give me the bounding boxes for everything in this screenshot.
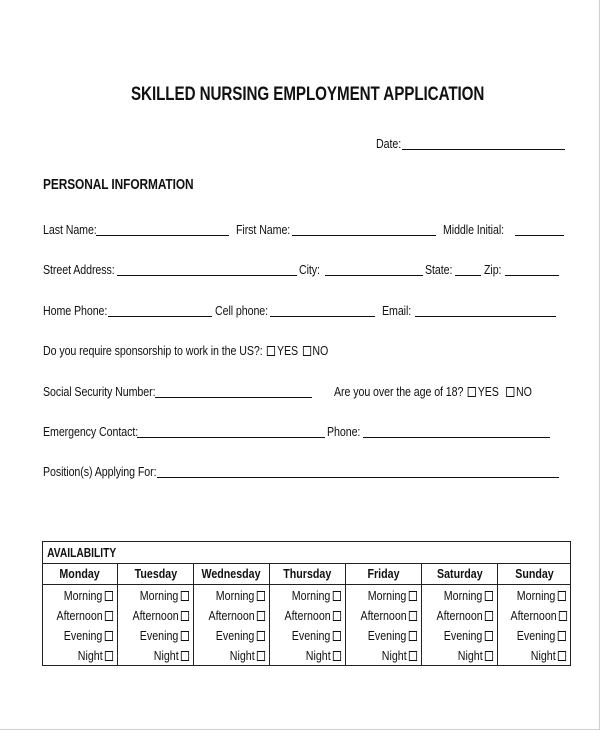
slot-option [368, 588, 417, 603]
slot-cell-content [346, 608, 421, 623]
slot-label: Night [530, 647, 556, 663]
slot-cell-wednesday-night [194, 645, 270, 666]
slot-cell-content [346, 648, 421, 663]
cell-phone-label: Cell phone: [215, 303, 269, 318]
slot-option [292, 628, 341, 643]
slot-label: Evening [367, 627, 407, 643]
slot-cell-monday-afternoon [43, 605, 118, 625]
slot-cell-content [270, 628, 345, 643]
slot-option [457, 648, 493, 663]
slot-cell-content [498, 608, 570, 623]
slot-cell-content [270, 608, 345, 623]
slot-cell-content [43, 648, 117, 663]
slot-cell-thursday-night [270, 645, 346, 666]
slot-checkbox[interactable] [485, 631, 493, 641]
slot-option [56, 608, 113, 623]
slot-cell-sunday-afternoon [498, 605, 571, 625]
availability-title: AVAILABILITY [47, 545, 117, 560]
ssn-field[interactable] [155, 397, 312, 398]
slot-cell-content [422, 588, 497, 603]
slot-label: Evening [215, 627, 255, 643]
slot-cell-content [346, 588, 421, 603]
day-header-label: Saturday [436, 566, 483, 581]
slot-cell-content [498, 628, 570, 643]
slot-label: Afternoon [510, 607, 557, 623]
slot-cell-content [43, 628, 117, 643]
slot-checkbox[interactable] [559, 611, 567, 621]
slot-label: Evening [291, 627, 331, 643]
day-header-label: Monday [59, 566, 101, 581]
slot-option [140, 588, 189, 603]
slot-cell-wednesday-morning [194, 585, 270, 606]
street-address-field[interactable] [117, 275, 297, 276]
form-title: SKILLED NURSING EMPLOYMENT APPLICATION [131, 84, 485, 105]
slot-cell-content [118, 588, 193, 603]
availability-table [42, 541, 571, 666]
positions-label: Position(s) Applying For: [43, 464, 157, 479]
email-field[interactable] [415, 316, 556, 317]
last-name-label: Last Name: [43, 222, 97, 237]
age-yes-checkbox[interactable] [468, 387, 476, 397]
slot-cell-thursday-evening [270, 625, 346, 645]
slot-label: Afternoon [360, 607, 407, 623]
slot-option [368, 628, 417, 643]
slot-checkbox[interactable] [558, 591, 566, 601]
slot-option [292, 588, 341, 603]
slot-cell-content [270, 648, 345, 663]
date-field[interactable] [402, 149, 565, 150]
slot-option [153, 648, 189, 663]
slot-checkbox[interactable] [181, 651, 189, 661]
age-no-label: NO [516, 384, 532, 399]
slot-cell-thursday-morning [270, 585, 346, 606]
day-header-label: Friday [367, 566, 400, 581]
state-label: State: [425, 262, 453, 277]
slot-label: Evening [443, 627, 483, 643]
slot-cell-content [118, 608, 193, 623]
slot-cell-saturday-night [422, 645, 498, 666]
slot-label: Night [381, 647, 407, 663]
email-label: Email: [382, 303, 412, 318]
slot-label: Night [305, 647, 331, 663]
slot-checkbox[interactable] [333, 631, 341, 641]
slot-cell-content [43, 608, 117, 623]
slot-label: Evening [139, 627, 179, 643]
first-name-label: First Name: [236, 222, 291, 237]
slot-label: Afternoon [284, 607, 331, 623]
phone-label: Phone: [327, 424, 361, 439]
slot-label: Afternoon [208, 607, 255, 623]
day-header-label: Sunday [514, 566, 554, 581]
slot-row-evening [43, 625, 571, 645]
slot-cell-content [43, 588, 117, 603]
day-header-wednesday [194, 564, 270, 585]
city-field[interactable] [325, 275, 423, 276]
emergency-contact-label: Emergency Contact: [43, 424, 139, 439]
slot-option [216, 628, 265, 643]
slot-cell-saturday-morning [422, 585, 498, 606]
slot-cell-content [194, 648, 269, 663]
day-header-label: Wednesday [201, 566, 262, 581]
slot-label: Morning [291, 587, 331, 603]
first-name-field[interactable] [292, 235, 436, 236]
slot-cell-content [498, 648, 570, 663]
sponsorship-no-checkbox[interactable] [303, 346, 311, 356]
slot-label: Night [77, 647, 103, 663]
day-header-label: Thursday [283, 566, 332, 581]
slot-checkbox[interactable] [485, 611, 493, 621]
ssn-label: Social Security Number: [43, 384, 156, 399]
slot-checkbox[interactable] [181, 611, 189, 621]
slot-option [229, 648, 265, 663]
home-phone-field[interactable] [108, 316, 212, 317]
slot-option [510, 608, 567, 623]
slot-option [132, 608, 189, 623]
slot-option [77, 648, 113, 663]
slot-cell-content [118, 628, 193, 643]
slot-option [64, 628, 113, 643]
slot-option [284, 608, 341, 623]
slot-option [305, 648, 341, 663]
slot-cell-friday-evening [346, 625, 422, 645]
slot-label: Evening [516, 627, 556, 643]
day-header-monday [43, 564, 118, 585]
sponsorship-question [43, 343, 328, 358]
slot-cell-friday-night [346, 645, 422, 666]
sponsorship-yes-label: YES [276, 343, 299, 358]
slot-checkbox[interactable] [409, 591, 417, 601]
slot-checkbox[interactable] [409, 631, 417, 641]
slot-checkbox[interactable] [333, 591, 341, 601]
date-label: Date: [376, 136, 402, 151]
slot-cell-tuesday-afternoon [118, 605, 194, 625]
day-header-friday [346, 564, 422, 585]
age-no-checkbox[interactable] [506, 387, 514, 397]
slot-cell-monday-evening [43, 625, 118, 645]
slot-cell-friday-morning [346, 585, 422, 606]
slot-rows [43, 585, 571, 666]
slot-cell-sunday-evening [498, 625, 571, 645]
slot-cell-content [194, 608, 269, 623]
slot-option [140, 628, 189, 643]
slot-label: Night [153, 647, 179, 663]
zip-label: Zip: [484, 262, 502, 277]
slot-option [64, 588, 113, 603]
slot-label: Evening [63, 627, 103, 643]
day-header-thursday [270, 564, 346, 585]
zip-field[interactable] [505, 275, 559, 276]
slot-label: Afternoon [56, 607, 103, 623]
slot-cell-tuesday-evening [118, 625, 194, 645]
emergency-contact-field[interactable] [137, 437, 325, 438]
slot-row-morning [43, 585, 571, 606]
slot-label: Afternoon [436, 607, 483, 623]
slot-cell-friday-afternoon [346, 605, 422, 625]
slot-checkbox[interactable] [333, 651, 341, 661]
slot-label: Morning [367, 587, 407, 603]
slot-checkbox[interactable] [409, 611, 417, 621]
slot-checkbox[interactable] [257, 611, 265, 621]
slot-label: Night [457, 647, 483, 663]
slot-cell-wednesday-evening [194, 625, 270, 645]
age-yes-label: YES [477, 384, 499, 399]
sponsorship-no-label: NO [312, 343, 329, 358]
slot-option [517, 628, 566, 643]
slot-cell-tuesday-night [118, 645, 194, 666]
day-header-tuesday [118, 564, 194, 585]
slot-label: Morning [139, 587, 179, 603]
slot-cell-content [346, 628, 421, 643]
day-header-label: Tuesday [134, 566, 177, 581]
street-address-label: Street Address: [43, 262, 115, 277]
slot-cell-content [422, 628, 497, 643]
sponsorship-label: Do you require sponsorship to work in the US?: [43, 343, 263, 358]
slot-checkbox[interactable] [257, 591, 265, 601]
middle-initial-field[interactable] [515, 235, 564, 236]
state-field[interactable] [455, 275, 481, 276]
availability-header [43, 542, 571, 564]
cell-phone-field[interactable] [270, 316, 375, 317]
slot-cell-wednesday-afternoon [194, 605, 270, 625]
slot-row-afternoon [43, 605, 571, 625]
age-question [334, 384, 532, 399]
slot-cell-content [194, 628, 269, 643]
day-header-sunday [498, 564, 571, 585]
slot-cell-content [498, 588, 570, 603]
slot-cell-content [118, 648, 193, 663]
slot-row-night [43, 645, 571, 666]
slot-checkbox[interactable] [333, 611, 341, 621]
city-label: City: [299, 262, 320, 277]
slot-cell-saturday-evening [422, 625, 498, 645]
phone-field[interactable] [363, 437, 550, 438]
slot-checkbox[interactable] [558, 631, 566, 641]
day-header-row [43, 564, 571, 585]
positions-field[interactable] [157, 477, 559, 478]
slot-label: Morning [516, 587, 556, 603]
slot-cell-sunday-morning [498, 585, 571, 606]
slot-checkbox[interactable] [558, 651, 566, 661]
slot-cell-content [422, 648, 497, 663]
slot-cell-content [194, 588, 269, 603]
home-phone-label: Home Phone: [43, 303, 108, 318]
slot-option [381, 648, 417, 663]
section-personal-information: PERSONAL INFORMATION [43, 177, 194, 193]
slot-cell-content [270, 588, 345, 603]
sponsorship-yes-checkbox[interactable] [267, 346, 275, 356]
slot-checkbox[interactable] [257, 631, 265, 641]
slot-option [517, 588, 566, 603]
slot-cell-monday-morning [43, 585, 118, 606]
slot-label: Morning [215, 587, 255, 603]
middle-initial-label: Middle Initial: [443, 222, 504, 237]
age-question-label: Are you over the age of 18? [334, 384, 464, 399]
slot-checkbox[interactable] [105, 651, 113, 661]
slot-checkbox[interactable] [105, 611, 113, 621]
slot-cell-content [422, 608, 497, 623]
slot-option [530, 648, 566, 663]
slot-checkbox[interactable] [105, 591, 113, 601]
slot-option [444, 588, 493, 603]
slot-option [444, 628, 493, 643]
slot-label: Morning [63, 587, 103, 603]
slot-option [360, 608, 417, 623]
slot-option [436, 608, 493, 623]
slot-checkbox[interactable] [409, 651, 417, 661]
slot-checkbox[interactable] [105, 631, 113, 641]
slot-option [208, 608, 265, 623]
slot-cell-sunday-night [498, 645, 571, 666]
last-name-field[interactable] [96, 235, 229, 236]
slot-label: Afternoon [132, 607, 179, 623]
slot-label: Morning [443, 587, 483, 603]
slot-checkbox[interactable] [485, 651, 493, 661]
slot-checkbox[interactable] [181, 631, 189, 641]
slot-cell-monday-night [43, 645, 118, 666]
slot-checkbox[interactable] [257, 651, 265, 661]
slot-label: Night [229, 647, 255, 663]
slot-checkbox[interactable] [181, 591, 189, 601]
slot-checkbox[interactable] [485, 591, 493, 601]
slot-cell-tuesday-morning [118, 585, 194, 606]
slot-cell-thursday-afternoon [270, 605, 346, 625]
slot-option [216, 588, 265, 603]
slot-cell-saturday-afternoon [422, 605, 498, 625]
day-header-saturday [422, 564, 498, 585]
availability-header-row [43, 542, 571, 564]
